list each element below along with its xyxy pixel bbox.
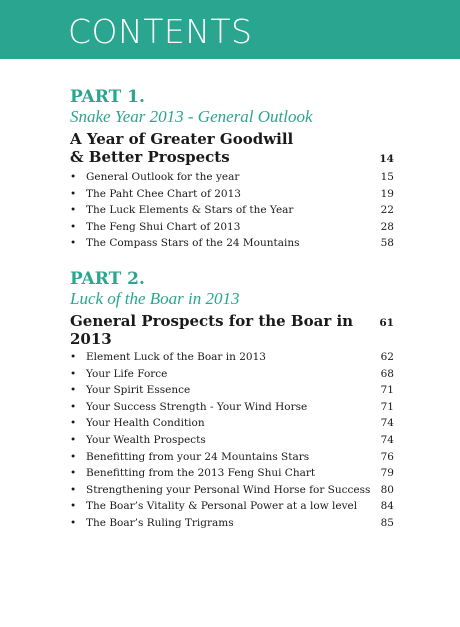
part-1-label: PART 1.: [70, 87, 145, 107]
bullet: •: [70, 450, 77, 463]
part-2-label: PART 2.: [70, 269, 145, 289]
bullet: •: [70, 500, 77, 513]
toc-entry-title: The Compass Stars of the 24 Mountains: [86, 237, 300, 250]
bullet: •: [70, 204, 77, 217]
toc-entry-page: 71: [380, 400, 394, 413]
toc-entry[interactable]: [70, 432, 394, 449]
bullet: •: [70, 417, 77, 430]
part-2-section: [70, 270, 394, 532]
bullet: •: [70, 516, 77, 529]
toc-entry[interactable]: [70, 482, 394, 499]
page-title: CONTENTS: [68, 12, 253, 51]
toc-entry-page: 84: [380, 500, 394, 513]
part-2-list: [70, 349, 394, 532]
toc-entry-title: Benefitting from your 24 Mountains Stars: [86, 450, 310, 463]
bullet: •: [70, 171, 77, 183]
toc-entry-title: Your Health Condition: [86, 417, 205, 430]
bullet: •: [70, 483, 77, 496]
part-1-list: [70, 169, 394, 252]
toc-entry-page: 22: [380, 204, 394, 217]
toc-entry[interactable]: [70, 349, 394, 366]
toc-entry-page: 68: [380, 367, 394, 380]
toc-entry-title: Benefitting from the 2013 Feng Shui Chart: [86, 467, 316, 480]
toc-entry-title: The Luck Elements & Stars of the Year: [86, 204, 294, 217]
part-1-heading-line1: A Year of Greater Goodwill: [70, 130, 294, 148]
toc-entry-title: Your Life Force: [86, 367, 168, 380]
toc-entry[interactable]: [70, 449, 394, 466]
part-1-subtitle: Snake Year 2013 - General Outlook: [70, 107, 313, 126]
toc-entry-page: 15: [380, 171, 394, 183]
toc-entry[interactable]: [70, 415, 394, 432]
header-band: [0, 0, 460, 59]
part-1-heading-line2: & Better Prospects: [70, 148, 230, 166]
toc-entry[interactable]: [70, 186, 394, 203]
toc-entry-title: Strengthening your Personal Wind Horse for Success: [86, 483, 371, 496]
toc-entry-title: Element Luck of the Boar in 2013: [86, 351, 266, 363]
bullet: •: [70, 220, 77, 233]
bullet: •: [70, 384, 77, 397]
bullet: •: [70, 467, 77, 480]
toc-entry-title: Your Wealth Prospects: [86, 433, 206, 446]
bullet: •: [70, 351, 77, 363]
toc-entry-title: The Paht Chee Chart of 2013: [86, 187, 241, 200]
part-2-heading: General Prospects for the Boar in 2013: [70, 312, 354, 348]
toc-entry-page: 19: [380, 187, 394, 200]
toc-entry-page: 80: [380, 483, 394, 496]
bullet: •: [70, 400, 77, 413]
toc-entry[interactable]: [70, 515, 394, 532]
toc-entry[interactable]: [70, 498, 394, 515]
toc-entry-page: 71: [380, 384, 394, 397]
toc-entry[interactable]: [70, 169, 394, 186]
toc-entry-title: General Outlook for the year: [86, 171, 240, 183]
part-1-section: [70, 88, 394, 252]
part-2-subtitle: Luck of the Boar in 2013: [70, 289, 240, 308]
part-1-heading-row[interactable]: [70, 148, 394, 168]
toc-entry[interactable]: [70, 382, 394, 399]
part-2-heading-page: 61: [379, 317, 394, 329]
toc-entry[interactable]: [70, 366, 394, 383]
toc-entry-page: 74: [380, 433, 394, 446]
toc-entry-title: Your Success Strength - Your Wind Horse: [86, 400, 308, 413]
toc-entry-title: The Feng Shui Chart of 2013: [86, 220, 241, 233]
toc-entry-page: 79: [380, 467, 394, 480]
toc-entry-page: 62: [380, 351, 394, 363]
toc-entry[interactable]: [70, 219, 394, 236]
toc-entry[interactable]: [70, 399, 394, 416]
toc-entry[interactable]: [70, 235, 394, 252]
toc-entry[interactable]: [70, 465, 394, 482]
bullet: •: [70, 237, 77, 250]
toc-entry-page: 76: [380, 450, 394, 463]
toc-entry-page: 85: [380, 516, 394, 529]
bullet: •: [70, 367, 77, 380]
bullet: •: [70, 187, 77, 200]
toc-entry-page: 58: [380, 237, 394, 250]
toc-entry-title: The Boar’s Vitality & Personal Power at a low level: [86, 500, 358, 513]
part-1-heading-page: 14: [379, 153, 394, 165]
toc-entry-page: 74: [380, 417, 394, 430]
part-2-heading-row[interactable]: [70, 312, 394, 348]
toc-entry-title: The Boar’s Ruling Trigrams: [86, 516, 234, 529]
bullet: •: [70, 433, 77, 446]
toc-entry-page: 28: [380, 220, 394, 233]
toc-entry-title: Your Spirit Essence: [86, 384, 191, 397]
toc-entry[interactable]: [70, 202, 394, 219]
